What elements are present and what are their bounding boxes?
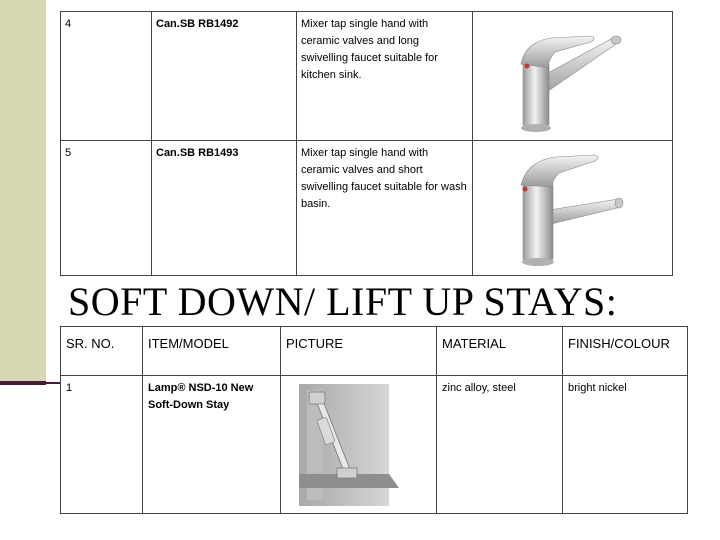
column-header [143, 327, 281, 376]
column-header-label: ITEM/MODEL [148, 336, 229, 351]
picture-cell [281, 376, 437, 514]
model-cell [152, 12, 297, 141]
table-row [61, 376, 688, 514]
product-description: Mixer tap single hand with ceramic valves and short swivelling faucet suitable for wash basin. [301, 147, 467, 210]
product-table-bottom [60, 326, 688, 514]
column-header-label: MATERIAL [442, 336, 507, 351]
section-title: SOFT DOWN/ LIFT UP STAYS: [68, 279, 618, 324]
item-cell [143, 376, 281, 514]
picture-cell [473, 141, 673, 276]
row-number: 4 [65, 18, 72, 30]
faucet-long-icon [473, 12, 672, 137]
row-number-cell [61, 376, 143, 514]
row-number: 1 [66, 382, 73, 394]
column-header [437, 327, 563, 376]
column-header [563, 327, 688, 376]
finish-value: bright nickel [568, 382, 627, 394]
description-cell [297, 141, 473, 276]
soft-down-stay-icon [281, 376, 436, 510]
row-number-cell [61, 12, 152, 141]
column-header [61, 327, 143, 376]
finish-cell [563, 376, 688, 514]
column-header-label: SR. NO. [66, 336, 115, 351]
table-header-row [61, 327, 688, 376]
item-model: Lamp® NSD-10 New Soft-Down Stay [148, 382, 254, 411]
faucet-short-icon [473, 141, 672, 272]
material-value: zinc alloy, steel [442, 382, 516, 394]
model-code: Can.SB RB1493 [156, 147, 239, 159]
column-header-label: PICTURE [286, 336, 344, 351]
model-cell [152, 141, 297, 276]
description-cell [297, 12, 473, 141]
column-header [281, 327, 437, 376]
row-number: 5 [65, 147, 72, 159]
picture-cell [473, 12, 673, 141]
table-row [61, 141, 673, 276]
model-code: Can.SB RB1492 [156, 18, 239, 30]
product-description: Mixer tap single hand with ceramic valves and long swivelling faucet suitable for kitchen sink. [301, 18, 438, 81]
row-number-cell [61, 141, 152, 276]
accent-line [0, 381, 46, 385]
accent-line-extension [46, 382, 60, 384]
table-row [61, 12, 673, 141]
product-table-top [60, 11, 673, 276]
column-header-label: FINISH/COLOUR [568, 336, 670, 351]
material-cell [437, 376, 563, 514]
sidebar-decoration [0, 0, 46, 382]
